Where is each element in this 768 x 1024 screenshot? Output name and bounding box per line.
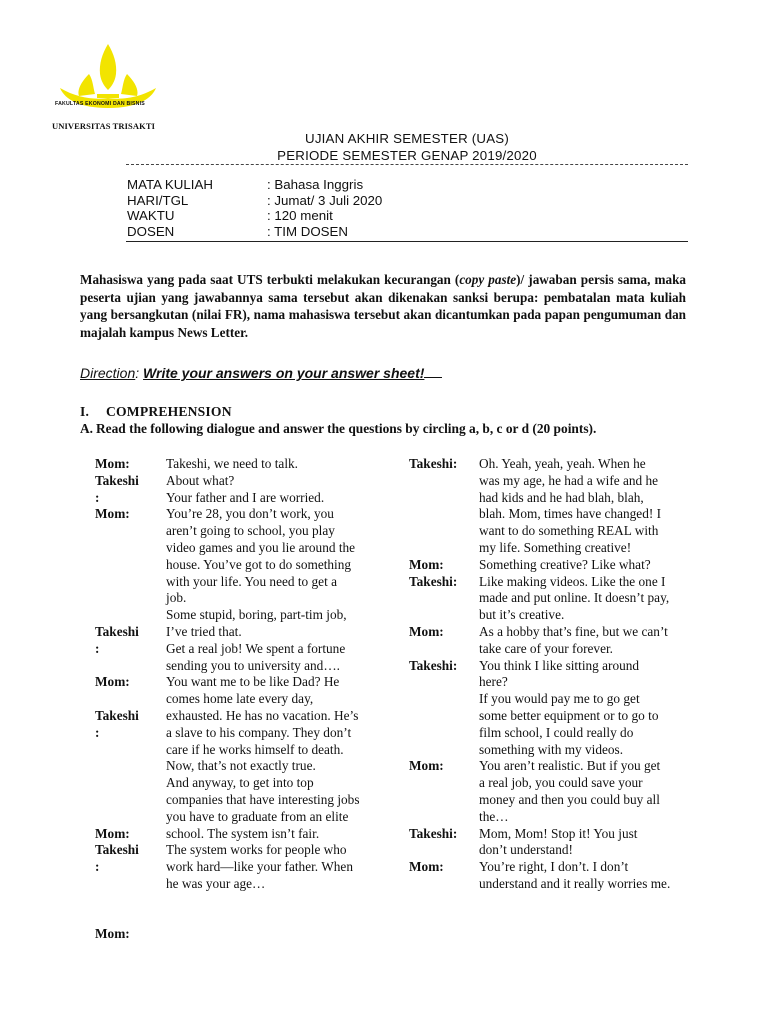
- direction-colon: :: [135, 365, 144, 381]
- dialogue-line: Something creative? Like what?: [479, 556, 651, 572]
- dialogue-line: The system works for people who: [166, 842, 347, 858]
- speaker-label: [95, 658, 157, 675]
- info-key: MATA KULIAH: [127, 177, 213, 192]
- speaker-label: [95, 910, 157, 927]
- dialogue-line: a real job, you could save your: [479, 775, 643, 791]
- info-value: : TIM DOSEN: [267, 223, 349, 239]
- instruction: [80, 421, 596, 437]
- solid-divider: [126, 241, 688, 242]
- speaker-label: [95, 809, 157, 826]
- dialogue-line: I’ve tried that.: [166, 623, 242, 639]
- dialogue-line: Oh. Yeah, yeah, yeah. When he: [479, 456, 646, 471]
- dialogue-line: take care of your forever.: [479, 640, 614, 656]
- speaker-label: [95, 557, 157, 574]
- speaker-label: Takeshi:: [409, 573, 458, 589]
- dialogue-line: you have to graduate from an elite: [166, 808, 349, 824]
- speaker-label: [409, 607, 475, 624]
- dialogue-line: don’t understand!: [479, 842, 573, 858]
- dialogue-line: comes home late every day,: [166, 691, 314, 707]
- speaker-label: [95, 893, 157, 910]
- dialogue-line: house. You’ve got to do something: [166, 556, 352, 572]
- dialogue-line: a slave to his company. They don’t: [166, 724, 352, 740]
- speaker-label: [95, 742, 157, 759]
- university-name: UNIVERSITAS TRISAKTI: [52, 121, 156, 131]
- notice-part-1: Mahasiswa yang pada saat UTS terbukti melakukan kecurangan (: [80, 272, 460, 287]
- info-value: : Jumat/ 3 Juli 2020: [267, 192, 383, 208]
- speaker-label: Mom:: [95, 825, 130, 841]
- info-key: DOSEN: [127, 223, 175, 239]
- speaker-label: [95, 607, 157, 624]
- dialogue-line: school. The system isn’t fair.: [166, 825, 320, 841]
- speaker-label: [409, 674, 475, 691]
- dialogue-line: with your life. You need to get a: [166, 573, 337, 589]
- instruction-text: Read the following dialogue and answer the questions by circling a, b, c or d (20 points).: [96, 421, 597, 436]
- speaker-label: Mom:: [95, 506, 130, 522]
- direction-text: Write your answers on your answer sheet!: [143, 365, 425, 381]
- speaker-label: [95, 691, 157, 708]
- dialogue-line: As a hobby that’s fine, but we can’t: [479, 623, 668, 639]
- dialogue-line: Your father and I are worried.: [166, 489, 325, 505]
- dialogue-line: my life. Something creative!: [479, 539, 632, 555]
- dialogue-line: companies that have interesting jobs: [166, 791, 360, 807]
- info-key: HARI/TGL: [127, 192, 189, 208]
- direction-label: Direction: [80, 365, 136, 381]
- dialogue-line: the…: [479, 808, 509, 824]
- dialogue-line: Now, that’s not exactly true.: [166, 758, 316, 774]
- dialogue-line: exhausted. He has no vacation. He’s: [166, 707, 359, 723]
- dialogue-line: job.: [166, 590, 187, 606]
- dialogue-line: was my age, he had a wife and he: [479, 472, 659, 488]
- speaker-label: Takeshi: [95, 472, 139, 488]
- speaker-label: Takeshi: [95, 623, 139, 639]
- speaker-label: [95, 574, 157, 591]
- dialogue-line: blah. Mom, times have changed! I: [479, 506, 662, 522]
- speaker-label: :: [95, 724, 100, 740]
- dialogue-line: Takeshi, we need to talk.: [166, 456, 298, 471]
- dialogue-line: You want me to be like Dad? He: [166, 674, 340, 690]
- speaker-label: :: [95, 859, 100, 875]
- faculty-name: FAKULTAS EKONOMI DAN BISNIS: [55, 101, 145, 107]
- right-dialogue-column: [479, 456, 705, 893]
- dialogue-line: but it’s creative.: [479, 607, 565, 623]
- exam-title: UJIAN AKHIR SEMESTER (UAS): [305, 131, 509, 146]
- speaker-label: [409, 708, 475, 725]
- speaker-label: Mom:: [409, 623, 444, 639]
- dialogue-line: About what?: [166, 472, 235, 488]
- section-heading: [80, 404, 232, 420]
- speaker-label: Takeshi:: [409, 657, 458, 673]
- speaker-label: [95, 876, 157, 893]
- university-logo-icon: [55, 40, 161, 122]
- left-dialogue-column: [166, 456, 394, 893]
- dialogue-line: here?: [479, 674, 508, 690]
- speaker-label: [409, 506, 475, 523]
- speaker-label: [409, 725, 475, 742]
- section-title: COMPREHENSION: [106, 404, 232, 419]
- speaker-label: Mom:: [409, 859, 444, 875]
- info-key: WAKTU: [127, 208, 175, 223]
- speaker-label: [95, 590, 157, 607]
- speaker-label: Mom:: [409, 758, 444, 774]
- notice-emphasis: copy paste: [459, 272, 517, 287]
- speaker-label: [95, 540, 157, 557]
- speaker-label: [409, 473, 475, 490]
- dialogue-line: You’re right, I don’t. I don’t: [479, 859, 629, 875]
- dialogue-line: sending you to university and….: [166, 657, 340, 673]
- speaker-label: [409, 742, 475, 759]
- dialogue-line: Like making videos. Like the one I: [479, 573, 666, 589]
- dialogue-line: care if he works himself to death.: [166, 741, 344, 757]
- speaker-label: [409, 809, 475, 826]
- speaker-label: Mom:: [95, 926, 130, 942]
- dialogue-line: You’re 28, you don’t work, you: [166, 506, 334, 522]
- speaker-label: [409, 775, 475, 792]
- exam-period: PERIODE SEMESTER GENAP 2019/2020: [277, 148, 537, 163]
- speaker-label: [95, 523, 157, 540]
- notice-part-2: )/ jawaban persis sama, maka peserta ujian yang jawabannya sama tersebut akan dikenakan sanksi berupa: pembatalan mata kuliah yang bersangkutan (nilai FR), nama mahasiswa tersebut akan dicantumkan pada papan pengumuman dan majalah kampus News Letter.: [80, 272, 687, 340]
- speaker-label: [409, 691, 475, 708]
- direction-underline: [424, 365, 442, 378]
- speaker-label: [409, 523, 475, 540]
- speaker-label: Mom:: [95, 456, 130, 471]
- speaker-label: [409, 641, 475, 658]
- speaker-label: [409, 540, 475, 557]
- dialogue-line: You aren’t realistic. But if you get: [479, 758, 661, 774]
- dialogue-line: Mom, Mom! Stop it! You just: [479, 825, 638, 841]
- speaker-label: Takeshi: [95, 707, 139, 723]
- speaker-label: [409, 842, 475, 859]
- dialogue-line: film school, I could really do: [479, 724, 634, 740]
- dialogue-line: he was your age…: [166, 875, 266, 891]
- dialogue-line: aren’t going to school, you play: [166, 523, 335, 539]
- left-speaker-column: [95, 456, 157, 943]
- dialogue-line: want to do something REAL with: [479, 523, 659, 539]
- cheating-notice: [80, 271, 686, 341]
- speaker-label: Takeshi: [95, 842, 139, 858]
- speaker-label: Mom:: [409, 556, 444, 572]
- dialogue-line: some better equipment or to go to: [479, 707, 659, 723]
- dialogue-line: And anyway, to get into top: [166, 775, 314, 791]
- section-number: I.: [80, 404, 90, 419]
- right-speaker-column: [409, 456, 475, 876]
- info-row-course: [127, 177, 382, 193]
- speaker-label: [409, 490, 475, 507]
- speaker-label: [95, 792, 157, 809]
- speaker-label: [409, 590, 475, 607]
- instruction-letter: A.: [80, 421, 94, 436]
- dialogue-line: had kids and he had blah, blah,: [479, 489, 644, 505]
- dialogue-line: understand and it really worries me.: [479, 875, 671, 891]
- dialogue-line: money and then you could buy all: [479, 791, 660, 807]
- speaker-label: :: [95, 640, 100, 656]
- speaker-label: [95, 775, 157, 792]
- dialogue-line: Some stupid, boring, part-tim job,: [166, 607, 347, 623]
- info-row-lecturer: [127, 224, 382, 240]
- dialogue-line: made and put online. It doesn’t pay,: [479, 590, 670, 606]
- info-row-time: [127, 208, 382, 224]
- info-value: : 120 menit: [267, 208, 333, 223]
- speaker-label: Takeshi:: [409, 456, 458, 471]
- dashed-divider: [126, 164, 688, 165]
- dialogue-line: work hard—like your father. When: [166, 859, 353, 875]
- info-row-date: [127, 193, 382, 209]
- info-value: : Bahasa Inggris: [267, 177, 364, 192]
- direction: [80, 365, 442, 381]
- dialogue-line: You think I like sitting around: [479, 657, 640, 673]
- speaker-label: Mom:: [95, 674, 130, 690]
- dialogue-line: Get a real job! We spent a fortune: [166, 640, 346, 656]
- speaker-label: Takeshi:: [409, 825, 458, 841]
- speaker-label: [409, 792, 475, 809]
- course-info: [127, 177, 382, 239]
- speaker-label: :: [95, 489, 100, 505]
- dialogue-line: If you would pay me to go get: [479, 691, 640, 707]
- dialogue-line: video games and you lie around the: [166, 539, 356, 555]
- dialogue-line: something with my videos.: [479, 741, 624, 757]
- speaker-label: [95, 758, 157, 775]
